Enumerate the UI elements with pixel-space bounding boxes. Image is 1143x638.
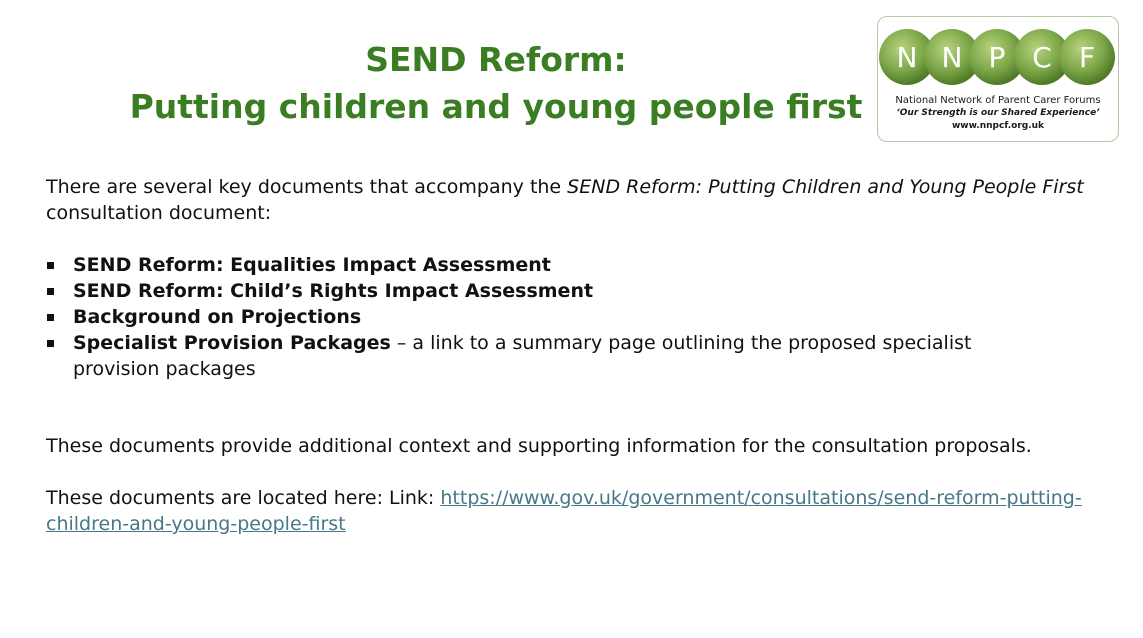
list-item-title: SEND Reform: Equalities Impact Assessment xyxy=(73,254,551,276)
intro-document-title: SEND Reform: Putting Children and Young People First xyxy=(567,176,1084,198)
consultation-link-line-2[interactable]: children-and-young-people-first xyxy=(46,513,346,535)
logo-org-name: National Network of Parent Carer Forums xyxy=(895,95,1101,106)
intro-paragraph xyxy=(46,174,1086,226)
logo-letter-3: P xyxy=(988,41,1006,74)
logo-url: www.nnpcf.org.uk xyxy=(951,121,1045,131)
logo-letter-5: F xyxy=(1078,41,1096,74)
square-bullet-icon xyxy=(47,288,54,295)
title-line-1: SEND Reform: xyxy=(365,40,627,79)
logo-circles-graphic xyxy=(878,17,1118,97)
documents-list xyxy=(46,252,1046,382)
logo-tagline: ‘Our Strength is our Shared Experience’ xyxy=(896,108,1100,118)
logo-letter-1: N xyxy=(896,41,918,74)
list-item-title: Background on Projections xyxy=(73,306,362,328)
list-item xyxy=(46,278,1046,304)
list-item xyxy=(46,252,1046,278)
logo-letter-4: C xyxy=(1032,41,1052,74)
list-item-title: SEND Reform: Child’s Rights Impact Assessment xyxy=(73,280,594,302)
location-prefix: These documents are located here: Link: xyxy=(46,487,441,509)
list-item xyxy=(46,304,1046,330)
list-item xyxy=(46,330,1046,382)
logo-letter-2: N xyxy=(941,41,963,74)
square-bullet-icon xyxy=(47,340,54,347)
location-paragraph xyxy=(46,485,1086,537)
consultation-link-line-1[interactable]: https://www.gov.uk/government/consultations/send-reform-putting- xyxy=(440,487,1082,509)
list-item-description: – a link to a summary page outlining the proposed specialist provision packages xyxy=(73,332,972,380)
slide-title xyxy=(120,38,872,132)
context-paragraph: These documents provide additional context and supporting information for the consultation proposals. xyxy=(46,435,1032,457)
intro-text-before: There are several key documents that accompany the xyxy=(46,176,568,198)
square-bullet-icon xyxy=(47,314,54,321)
list-item-title: Specialist Provision Packages xyxy=(73,332,391,354)
intro-text-after: consultation document: xyxy=(46,202,272,224)
nnpcf-logo xyxy=(877,16,1119,142)
logo-text xyxy=(878,94,1118,132)
square-bullet-icon xyxy=(47,262,54,269)
title-line-2: Putting children and young people first xyxy=(129,87,863,126)
